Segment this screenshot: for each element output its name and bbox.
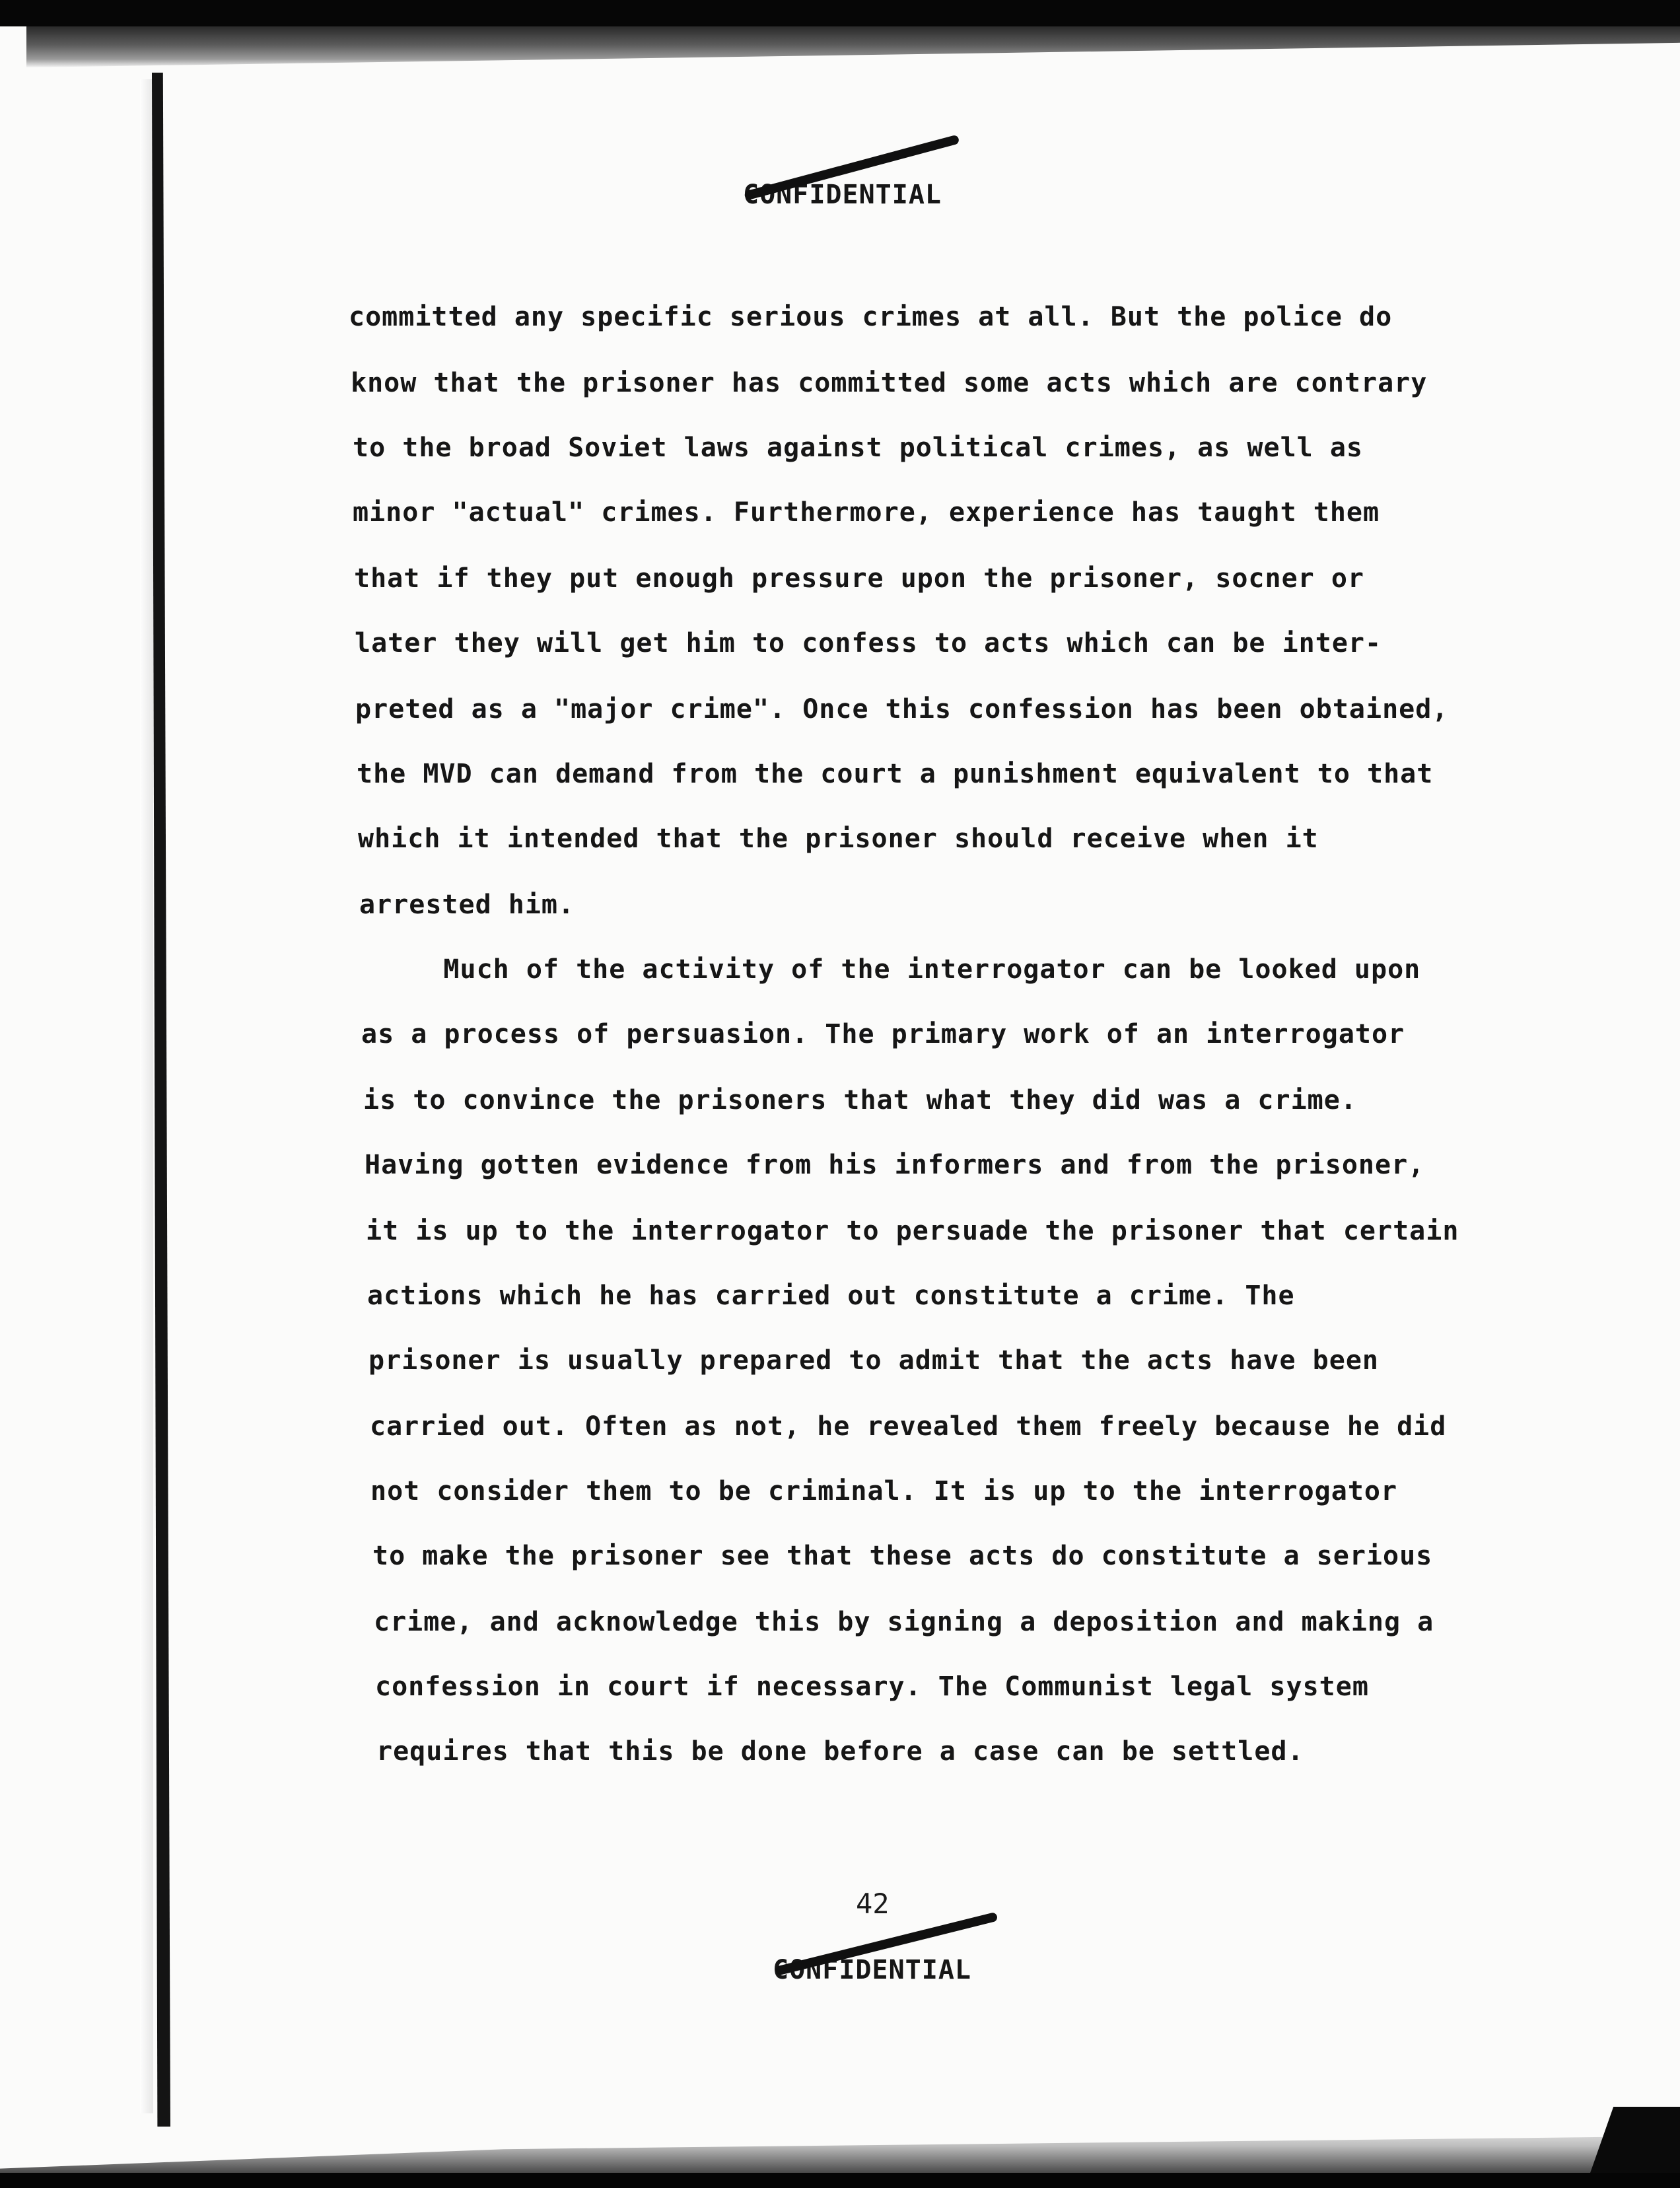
scan-shadow-left — [140, 79, 153, 2113]
text-line: as a process of persuasion. The primary work of an interrogator — [361, 1019, 1405, 1049]
text-line: is to convince the prisoners that what they did was a crime. — [363, 1085, 1357, 1115]
scan-edge-left — [152, 73, 170, 2127]
text-line: not consider them to be criminal. It is up to the interrogator — [370, 1476, 1398, 1506]
page-number: 42 — [856, 1888, 890, 1920]
text-line: carried out. Often as not, he revealed them freely because he did — [370, 1411, 1447, 1442]
classification-stamp-bottom: CONFIDENTIAL — [773, 1955, 971, 1985]
text-line: know that the prisoner has committed some acts which are contrary — [351, 368, 1428, 398]
text-line: arrested him. — [359, 890, 575, 920]
scan-edge-top — [0, 0, 1680, 26]
text-line: confession in court if necessary. The Communist legal system — [375, 1672, 1369, 1702]
text-line: crime, and acknowledge this by signing a deposition and making a — [374, 1607, 1434, 1637]
text-line: the MVD can demand from the court a punishment equivalent to that — [357, 759, 1434, 789]
scan-shadow-top — [26, 26, 1680, 67]
text-line: minor "actual" crimes. Furthermore, experience has taught them — [353, 497, 1380, 528]
text-line: Having gotten evidence from his informers and from the prisoner, — [365, 1150, 1425, 1180]
text-line: to the broad Soviet laws against political crimes, as well as — [353, 433, 1364, 463]
text-line: actions which he has carried out constitute a crime. The — [367, 1281, 1295, 1311]
text-line: requires that this be done before a case can be settled. — [376, 1736, 1304, 1767]
text-line: that if they put enough pressure upon the prisoner, socner or — [354, 563, 1365, 594]
text-line: later they will get him to confess to acts which can be inter- — [355, 628, 1382, 658]
text-line: committed any specific serious crimes at all. But the police do — [349, 302, 1393, 332]
text-line: Much of the activity of the interrogator can be looked upon — [361, 954, 1421, 985]
text-line: which it intended that the prisoner should receive when it — [358, 824, 1319, 854]
text-line: prisoner is usually prepared to admit that the acts have been — [368, 1345, 1380, 1376]
scan-edge-bottom — [0, 2173, 1680, 2188]
classification-stamp-top: CONFIDENTIAL — [743, 180, 942, 210]
text-line: preted as a "major crime". Once this confession has been obtained, — [355, 694, 1449, 724]
text-line: to make the prisoner see that these acts do constitute a serious — [372, 1541, 1433, 1571]
text-line: it is up to the interrogator to persuade the prisoner that certain — [366, 1216, 1459, 1246]
